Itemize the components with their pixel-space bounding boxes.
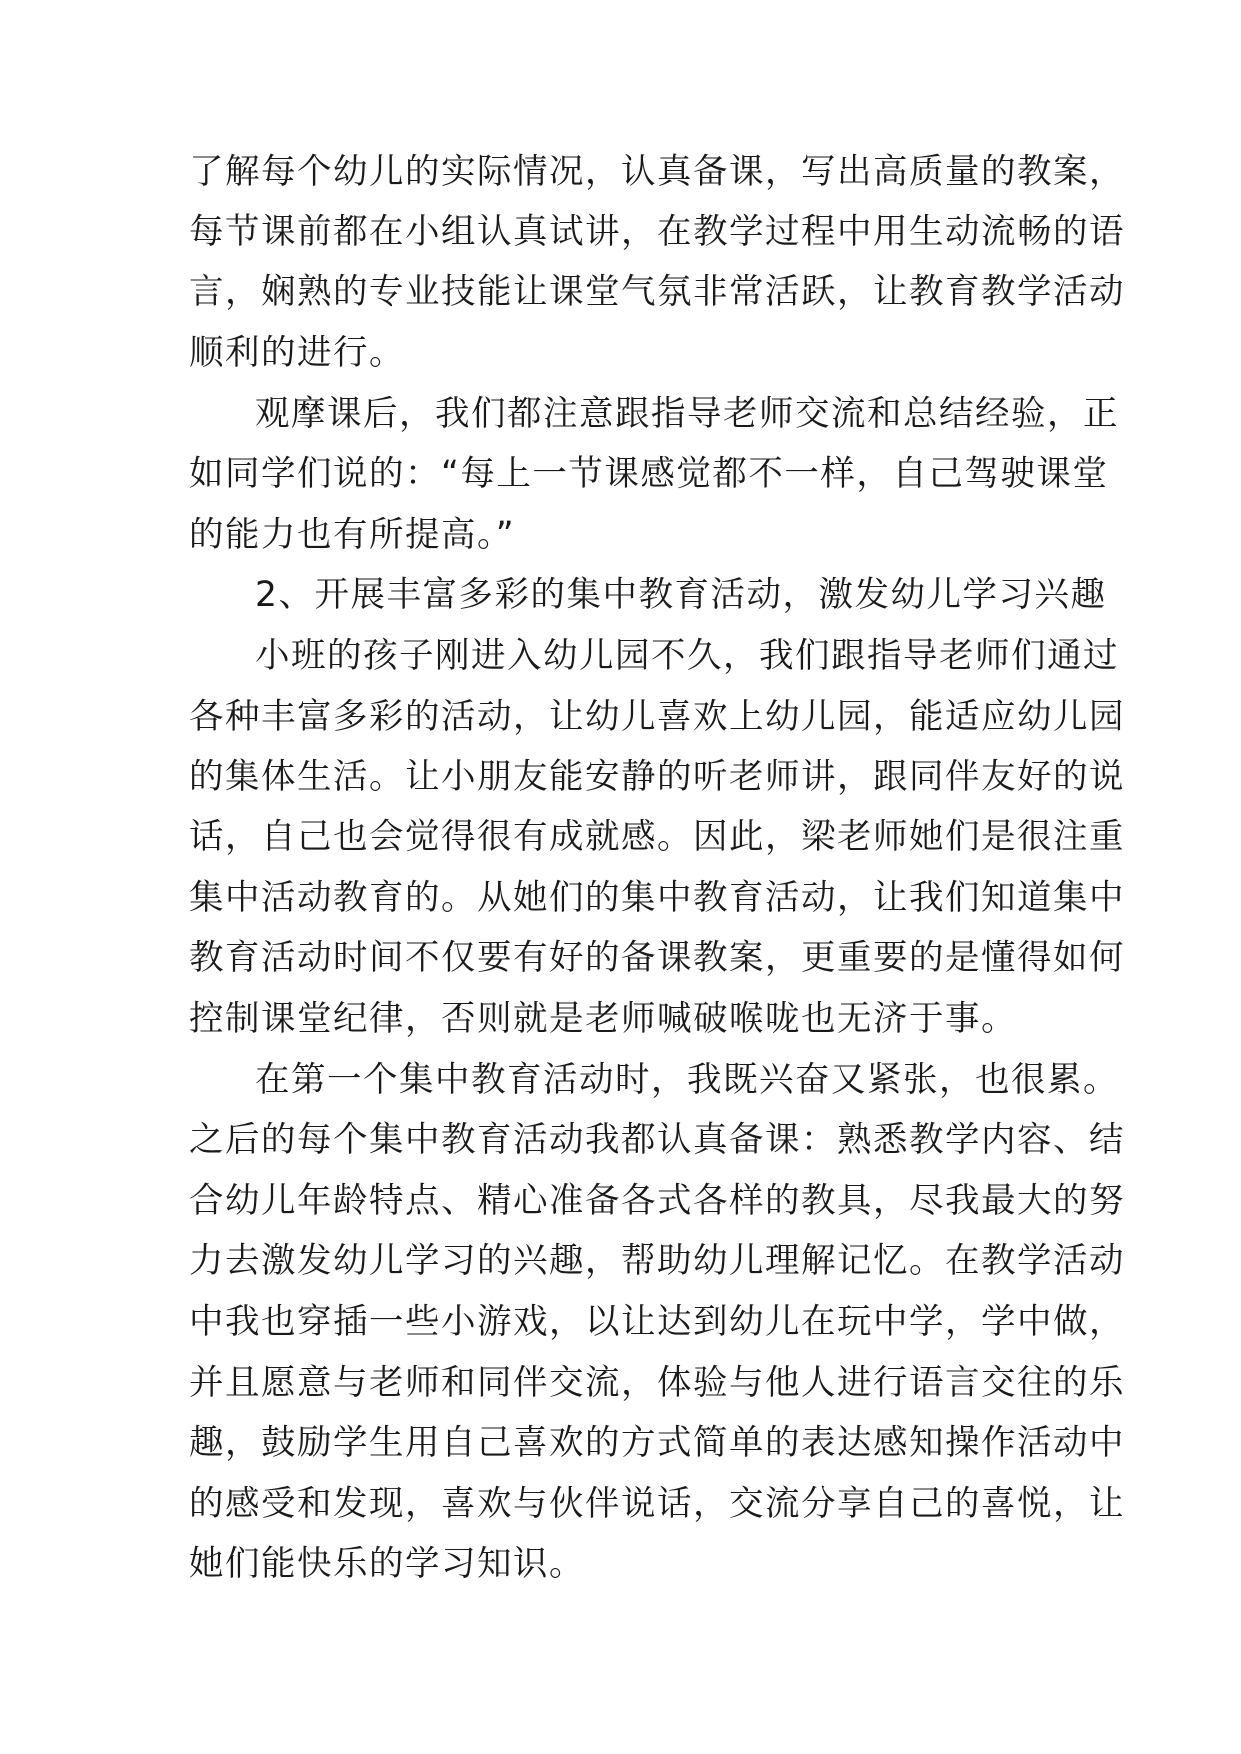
text-line: 集中活动教育的。从她们的集中教育活动，让我们知道集中 — [189, 878, 1125, 918]
text-line: 观摩课后，我们都注意跟指导老师交流和总结经验，正 — [255, 394, 1119, 434]
text-line: 中我也穿插一些小游戏，以让达到幼儿在玩中学，学中做， — [189, 1302, 1125, 1342]
text-line: 每节课前都在小组认真试讲，在教学过程中用生动流畅的语 — [189, 212, 1125, 252]
text-line: 的集体生活。让小朋友能安静的听老师讲，跟同伴友好的说 — [189, 757, 1125, 797]
text-line: 顺利的进行。 — [189, 333, 405, 373]
text-line: 并且愿意与老师和同伴交流，体验与他人进行语言交往的乐 — [189, 1363, 1125, 1403]
text-line: 话，自己也会觉得很有成就感。因此，梁老师她们是很注重 — [189, 817, 1125, 857]
text-line: 控制课堂纪律，否则就是老师喊破喉咙也无济于事。 — [189, 999, 1017, 1039]
text-line: 之后的每个集中教育活动我都认真备课：熟悉教学内容、结 — [189, 1120, 1125, 1160]
text-line: 她们能快乐的学习知识。 — [189, 1544, 585, 1584]
text-line: 的感受和发现，喜欢与伙伴说话，交流分享自己的喜悦，让 — [189, 1484, 1125, 1524]
text-line: 合幼儿年龄特点、精心准备各式各样的教具，尽我最大的努 — [189, 1181, 1125, 1221]
text-line: 各种丰富多彩的活动，让幼儿喜欢上幼儿园，能适应幼儿园 — [189, 697, 1125, 737]
text-line: 了解每个幼儿的实际情况，认真备课，写出高质量的教案， — [189, 152, 1125, 192]
text-line: 言，娴熟的专业技能让课堂气氛非常活跃，让教育教学活动 — [189, 272, 1125, 312]
text-line: 趣，鼓励学生用自己喜欢的方式简单的表达感知操作活动中 — [189, 1423, 1125, 1463]
text-line: 力去激发幼儿学习的兴趣，帮助幼儿理解记忆。在教学活动 — [189, 1241, 1125, 1281]
text-line: 如同学们说的：“每上一节课感觉都不一样，自己驾驶课堂 — [189, 454, 1109, 494]
text-line: 在第一个集中教育活动时，我既兴奋又紧张，也很累。 — [255, 1060, 1119, 1100]
text-line: 教育活动时间不仅要有好的备课教案，更重要的是懂得如何 — [189, 938, 1125, 978]
text-line: 小班的孩子刚进入幼儿园不久，我们跟指导老师们通过 — [255, 636, 1119, 676]
text-line: 的能力也有所提高。” — [189, 515, 516, 555]
section-heading: 2、开展丰富多彩的集中教育活动，激发幼儿学习兴趣 — [255, 575, 1107, 615]
